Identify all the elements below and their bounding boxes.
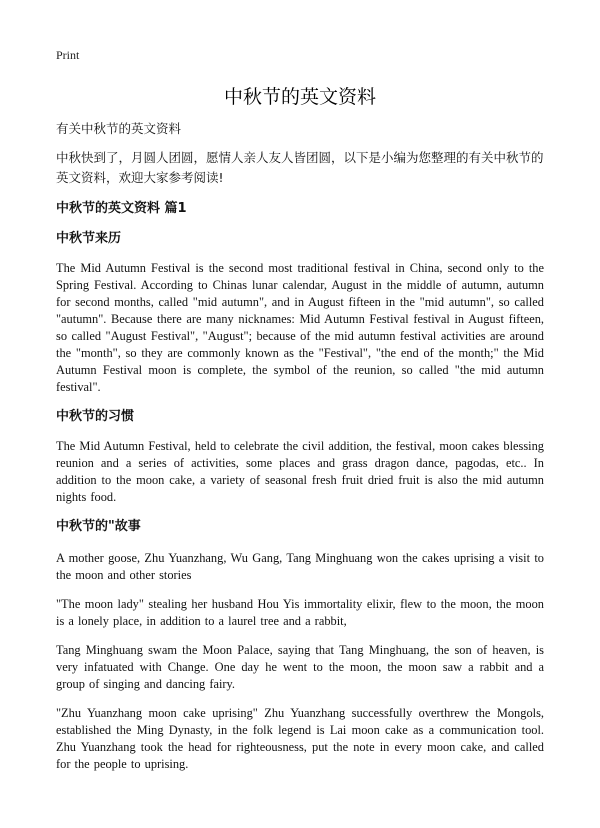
stories-paragraph-4: "Zhu Yuanzhang moon cake uprising" Zhu Yuanzhang successfully overthrew the Mongols, established the Ming Dynasty, in the folk legend is Lai moon cake as a communication tool. Zhu Yuanzhang took the head for righteousness, put the note in every moon cake, and called for the people to uprising. (56, 706, 544, 771)
section-heading-customs: 中秋节的习惯 (56, 409, 135, 424)
customs-paragraph: The Mid Autumn Festival, held to celebrate the civil addition, the festival, moon cakes blessing reunion and a series of activities, some places and grass dragon dance, pagodas, etc.. In addition to the moon cake, a variety of seasonal fresh fruit dried fruit is also the mid autumn nights food. (56, 439, 544, 504)
section-heading-stories: 中秋节的"故事 (56, 519, 141, 534)
page-title: 中秋节的英文资料 (223, 86, 376, 108)
stories-paragraph-1: A mother goose, Zhu Yuanzhang, Wu Gang, Tang Minghuang won the cakes uprising a visit to the moon and other stories (56, 551, 544, 582)
stories-paragraph-3: Tang Minghuang swam the Moon Palace, saying that Tang Minghuang, the son of heaven, is very infatuated with Change. One day he went to the moon, the moon saw a rabbit and a group of singing and dancing fairy. (56, 643, 544, 691)
section-heading-origin: 中秋节来历 (56, 231, 122, 246)
section-main-heading: 中秋节的英文资料 篇1 (56, 201, 187, 216)
document-subtitle: 有关中秋节的英文资料 (56, 121, 182, 136)
intro-paragraph: 中秋快到了，月圆人团圆，愿情人亲人友人皆团圆，以下是小编为您整理的有关中秋节的英文资料，欢迎大家参考阅读! (56, 150, 544, 185)
print-link[interactable]: Print (56, 48, 80, 62)
origin-paragraph: The Mid Autumn Festival is the second most traditional festival in China, second only to the Spring Festival. According to Chinas lunar calendar, August in the middle of autumn, autumn for second months, called "mid autumn", and in August fifteen in the "mid autumn", so called "autumn". Because there are many nicknames: Mid Autumn Festival festival in August fifteen, so called "August Festival", "August"; because of the mid autumn festival activities are around the "month", so they are commonly known as the "Festival", "the end of the month;" the Mid Autumn Festival moon is complete, the symbol of the reunion, so called "the mid autumn festival". (56, 261, 544, 394)
stories-paragraph-2: "The moon lady" stealing her husband Hou Yis immortality elixir, flew to the moon, the moon is a lonely place, in addition to a laurel tree and a rabbit, (56, 597, 544, 628)
